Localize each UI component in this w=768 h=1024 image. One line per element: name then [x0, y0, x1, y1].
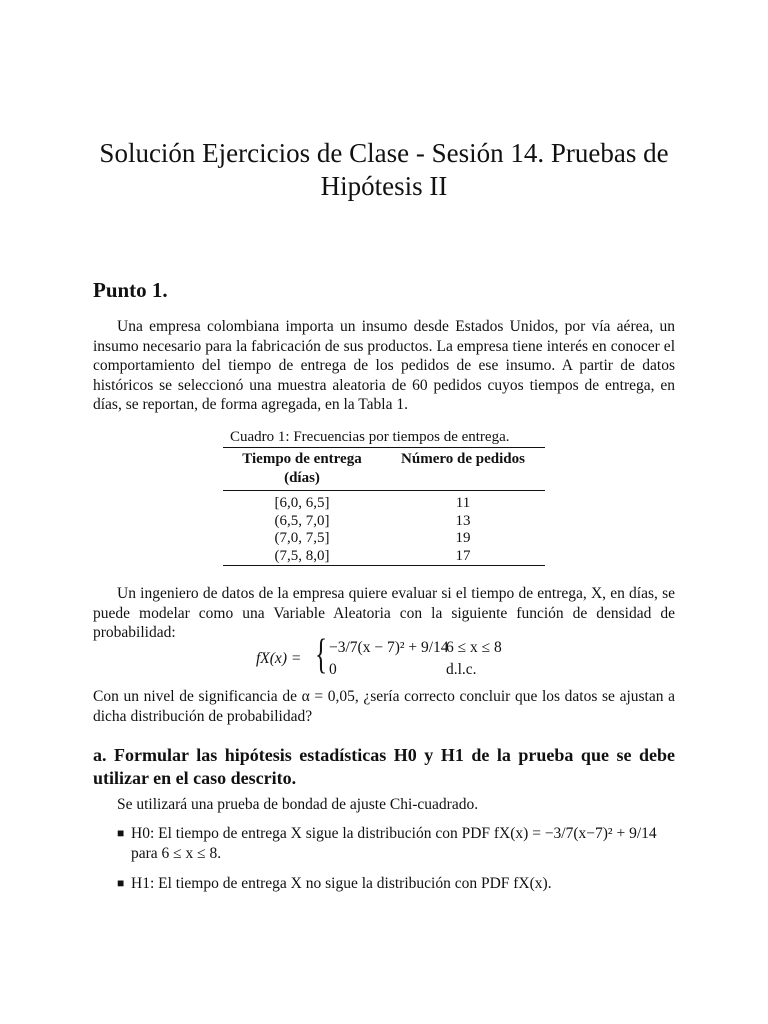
pdf-formula	[256, 632, 536, 681]
table-cell: 11	[455, 495, 471, 511]
formula-case-1: −3/7(x − 7)² + 9/14	[329, 639, 449, 656]
table-row	[223, 513, 545, 531]
table-header-cell: Tiempo de entrega (días)	[242, 451, 362, 486]
question-paragraph: Con un nivel de significancia de α = 0,05, ¿sería correcto concluir que los datos se ajustan a dicha distribución de probabilidad?	[93, 688, 675, 725]
formula-case-2: 0	[329, 661, 337, 678]
formula-condition-1: 6 ≤ x ≤ 8	[446, 639, 502, 656]
model-paragraph: Un ingeniero de datos de la empresa quiere evaluar si el tiempo de entrega, X, en días, se puede modelar como una Variable Aleatoria con la siguiente función de densidad de probabilidad:	[93, 585, 675, 641]
table-header-row	[223, 448, 545, 491]
hypothesis-null: H0: El tiempo de entrega X sigue la distribución con PDF fX(x) = −3/7(x−7)² + 9/14 para 6 ≤ x ≤ 8.	[131, 825, 657, 862]
section-heading: Punto 1.	[93, 278, 168, 302]
table-cell: 13	[455, 512, 471, 529]
bullet-icon: ■	[117, 826, 125, 840]
brace-glyph: {	[315, 632, 328, 678]
hypothesis-alternative: H1: El tiempo de entrega X no sigue la distribución con PDF fX(x).	[131, 875, 552, 892]
subsection-intro: Se utilizará una prueba de bondad de ajuste Chi-cuadrado.	[117, 796, 479, 813]
table-cell: [6,0, 6,5]	[274, 495, 330, 511]
table-cell: 19	[455, 530, 471, 546]
table-caption: Cuadro 1: Frecuencias por tiempos de entrega.	[230, 429, 510, 445]
document-title: Solución Ejercicios de Clase - Sesión 14. Pruebas de Hipótesis II	[99, 138, 669, 201]
table-header-cell: Número de pedidos	[401, 451, 525, 467]
table-row	[223, 548, 545, 566]
frequency-table	[223, 447, 545, 566]
formula-lhs: fX(x) =	[256, 650, 302, 667]
table-cell: (6,5, 7,0]	[274, 512, 330, 529]
subsection-heading: a. Formular las hipótesis estadísticas H0 y H1 de la prueba que se debe utilizar en el caso descrito.	[93, 745, 675, 788]
formula-condition-2: d.l.c.	[446, 661, 477, 678]
bullet-icon: ■	[117, 876, 125, 890]
table-row	[223, 491, 545, 513]
intro-paragraph: Una empresa colombiana importa un insumo desde Estados Unidos, por vía aérea, un insumo necesario para la fabricación de sus productos. La empresa tiene interés en conocer el comportamiento del tiempo de entrega de los pedidos de ese insumo. A partir de datos históricos se seleccionó una muestra aleatoria de 60 pedidos cuyos tiempos de entrega, en días, se reportan, de forma agregada, en la Tabla 1.	[93, 318, 675, 413]
table-cell: 17	[455, 547, 471, 564]
table-cell: (7,0, 7,5]	[274, 530, 330, 546]
table-cell: (7,5, 8,0]	[274, 547, 330, 564]
table-row	[223, 530, 545, 548]
